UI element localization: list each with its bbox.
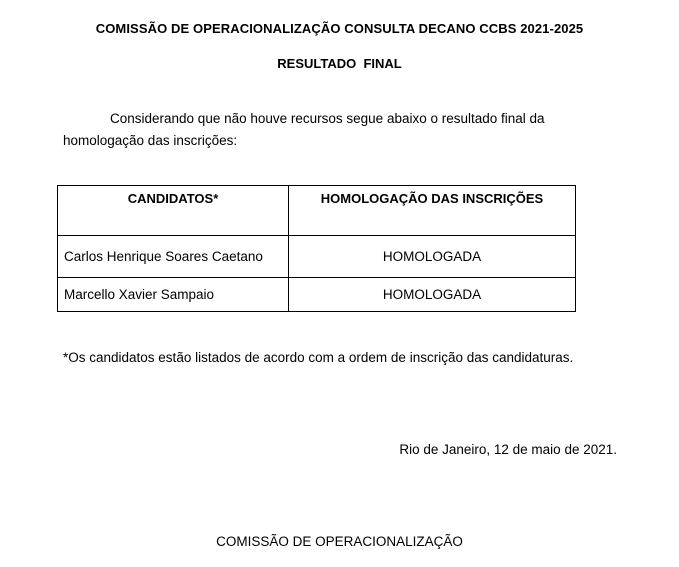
column-header-candidates: CANDIDATOS* xyxy=(58,186,289,236)
homologation-status-cell: HOMOLOGADA xyxy=(289,236,576,278)
candidate-name-cell: Marcello Xavier Sampaio xyxy=(58,278,289,312)
candidate-name-cell: Carlos Henrique Soares Caetano xyxy=(58,236,289,278)
table-header-row xyxy=(58,186,576,236)
document-subtitle: RESULTADO FINAL xyxy=(277,56,402,71)
column-header-homologation: HOMOLOGAÇÃO DAS INSCRIÇÕES xyxy=(289,186,576,236)
intro-paragraph: Considerando que não houve recursos segue abaixo o resultado final da homologação das inscrições: xyxy=(63,111,545,149)
dateline: Rio de Janeiro, 12 de maio de 2021. xyxy=(399,442,617,457)
table-row xyxy=(58,278,576,312)
candidates-table xyxy=(57,185,576,312)
document-title: COMISSÃO DE OPERACIONALIZAÇÃO CONSULTA DECANO CCBS 2021-2025 xyxy=(95,21,584,36)
table-row xyxy=(58,236,576,278)
signature-line: COMISSÃO DE OPERACIONALIZAÇÃO xyxy=(216,534,463,549)
homologation-status-cell: HOMOLOGADA xyxy=(289,278,576,312)
footnote: *Os candidatos estão listados de acordo com a ordem de inscrição das candidaturas. xyxy=(63,350,574,365)
